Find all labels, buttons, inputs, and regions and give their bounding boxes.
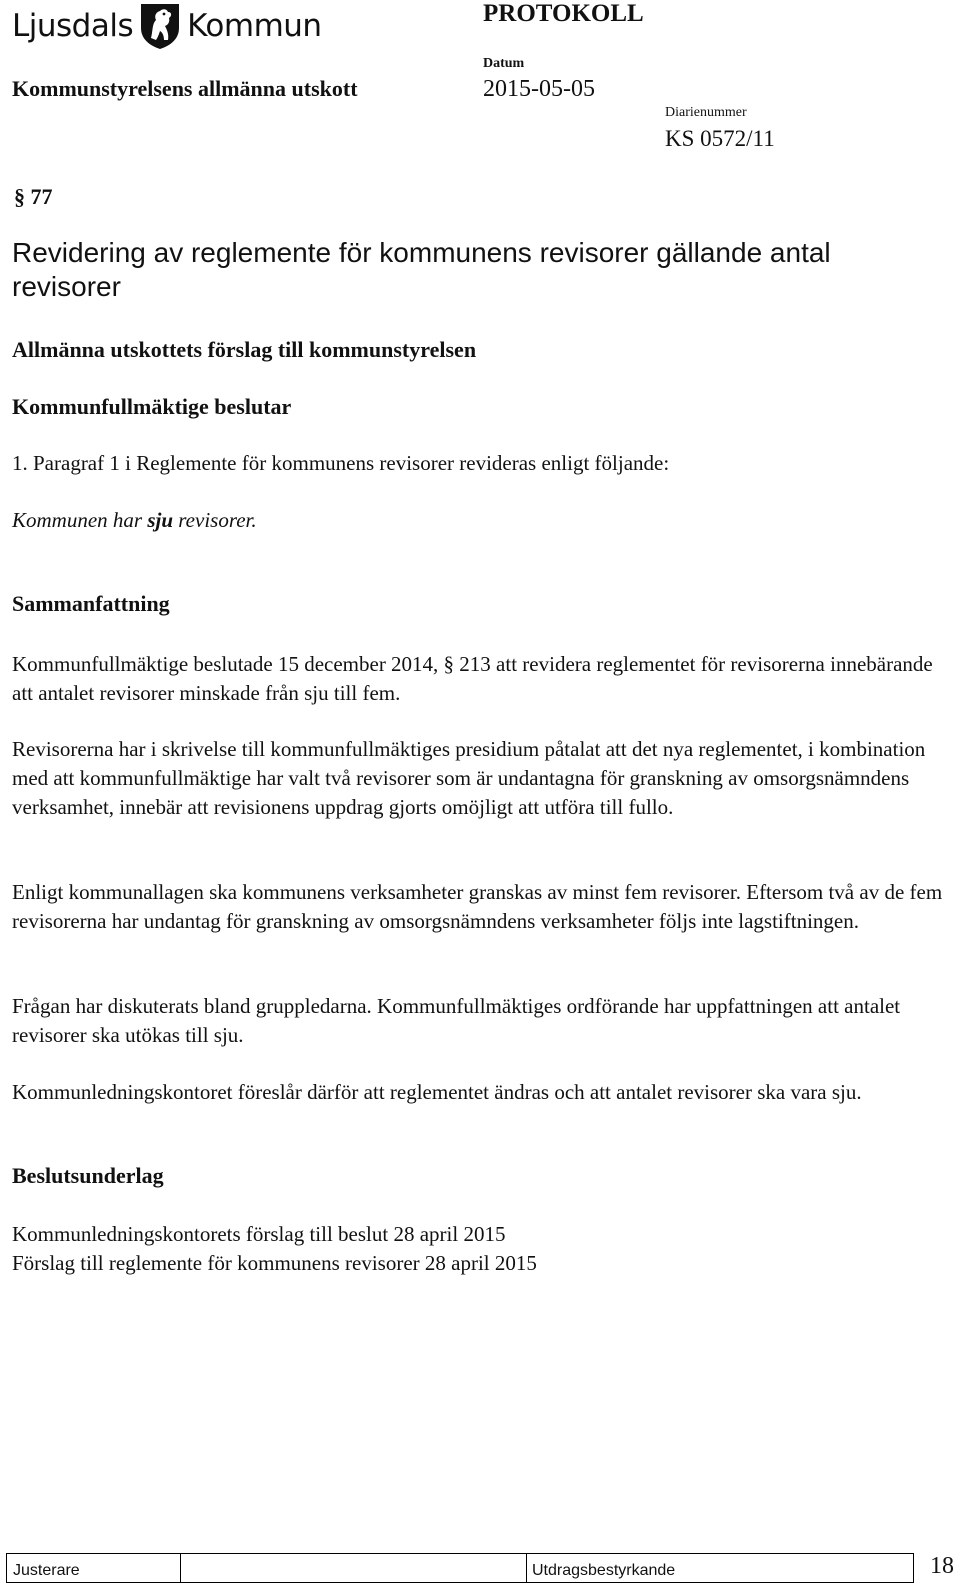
decision-item-1: 1. Paragraf 1 i Reglemente för kommunens revisorer revideras enligt följande: xyxy=(12,451,670,475)
date-label: Datum xyxy=(483,56,525,71)
diarie-number: KS 0572/11 xyxy=(665,126,775,151)
summary-paragraph: Kommunledningskontoret föreslår därför att reglementet ändras och att antalet revisorer ska vara sju. xyxy=(12,1080,862,1104)
utdrag-label: Utdragsbestyrkande xyxy=(532,1562,676,1579)
committee-name: Kommunstyrelsens allmänna utskott xyxy=(12,76,358,101)
summary-paragraph: Kommunfullmäktige beslutade 15 december 2014, § 213 att revidera reglementet för revisorerna innebärande att antalet revisorer minskade från sju till fem. xyxy=(12,652,933,705)
decision-quote xyxy=(12,506,947,535)
paragraph-title: Revidering av reglemente för kommunens revisorer gällande antal revisorer xyxy=(12,237,831,302)
logo-text-left: Ljusdals xyxy=(12,8,134,44)
date-value: 2015-05-05 xyxy=(483,76,595,102)
justerare-label: Justerare xyxy=(13,1562,80,1579)
paragraph-number: § 77 xyxy=(14,184,53,209)
justerare-box xyxy=(6,1553,181,1583)
summary-paragraph: Frågan har diskuterats bland gruppledarna. Kommunfullmäktiges ordförande har uppfattningen att antalet revisorer ska utökas till sju. xyxy=(12,994,901,1047)
basis-heading: Beslutsunderlag xyxy=(12,1163,164,1188)
page-footer xyxy=(6,1553,956,1583)
coat-of-arms-icon xyxy=(139,2,181,50)
basis-item: Kommunledningskontorets förslag till beslut 28 april 2015 xyxy=(12,1222,506,1246)
quote-text-bold: sju xyxy=(147,508,174,532)
utdrag-box xyxy=(526,1553,914,1583)
diarie-label: Diarienummer xyxy=(665,105,747,120)
summary-heading: Sammanfattning xyxy=(12,591,170,616)
quote-text-before: Kommunen har xyxy=(12,508,148,532)
quote-text-after: revisorer. xyxy=(173,508,257,532)
page-number: 18 xyxy=(930,1553,954,1579)
proposal-heading: Allmänna utskottets förslag till kommunstyrelsen xyxy=(12,337,477,362)
summary-paragraph: Revisorerna har i skrivelse till kommunfullmäktiges presidium påtalat att det nya reglementet, i kombination med att kommunfullmäktige har valt två revisorer som är undantagna för granskning av omsorgsnämndens verksamhet, innebär att revisionens uppdrag gjorts omöjligt att utföra till fullo. xyxy=(12,737,926,819)
logo-text-right: Kommun xyxy=(187,8,322,44)
document-type: PROTOKOLL xyxy=(483,0,644,27)
basis-item: Förslag till reglemente för kommunens revisorer 28 april 2015 xyxy=(12,1251,537,1275)
municipality-logo xyxy=(12,2,322,50)
decides-heading: Kommunfullmäktige beslutar xyxy=(12,394,292,419)
summary-paragraph: Enligt kommunallagen ska kommunens verksamheter granskas av minst fem revisorer. Eftersom två av de fem revisorerna har undantag för granskning av omsorgsnämndens verksamheter följs inte lagstiftningen. xyxy=(12,880,943,933)
